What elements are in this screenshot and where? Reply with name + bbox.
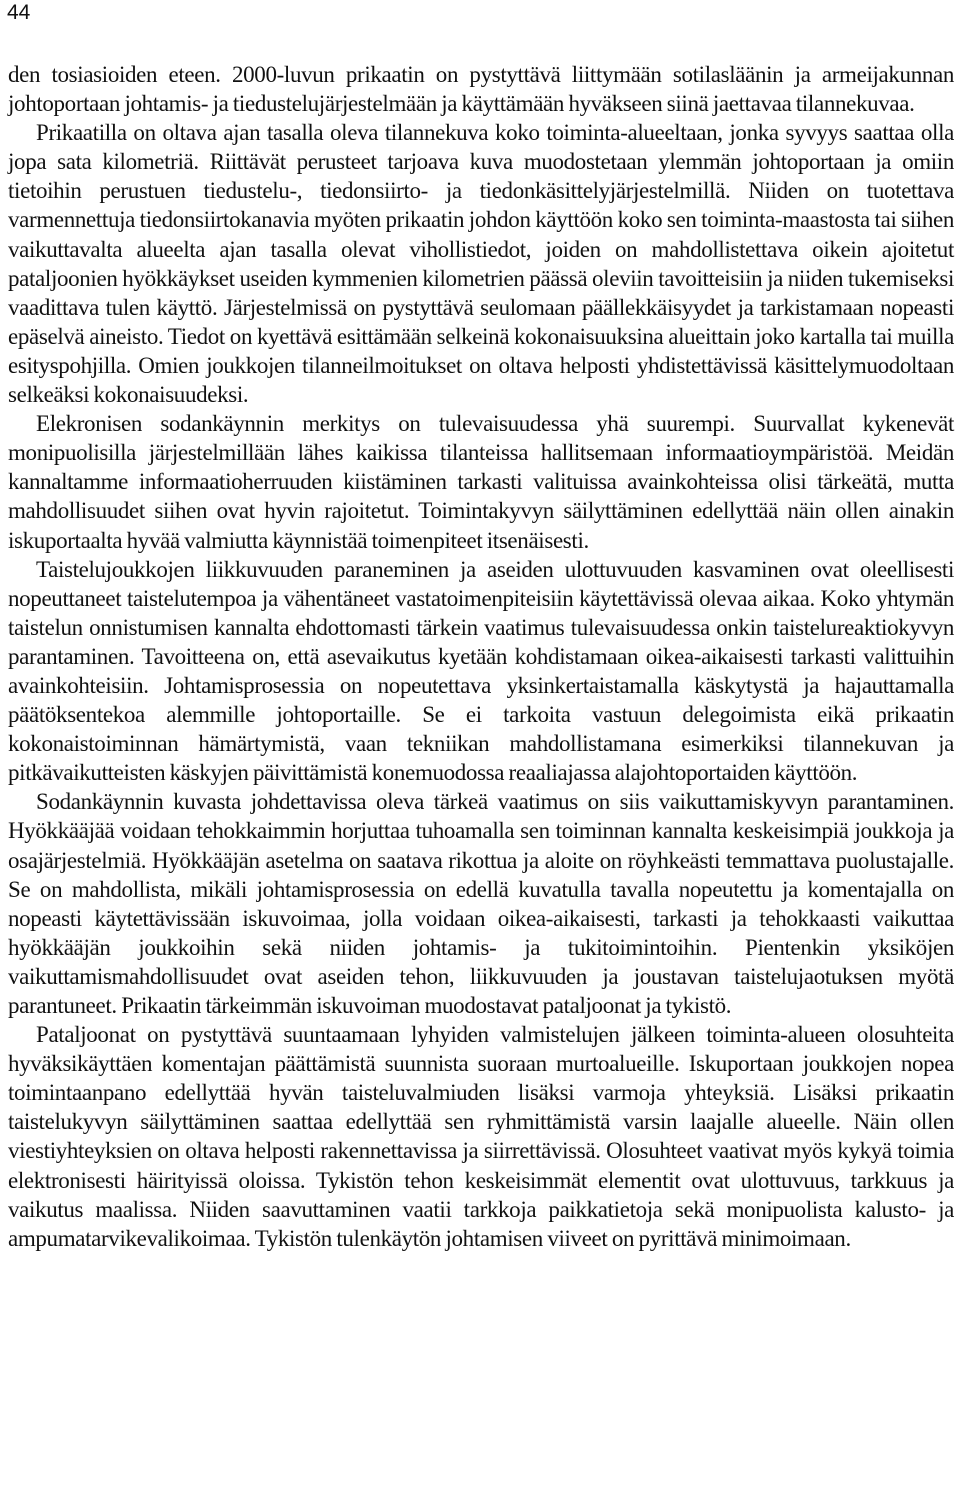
paragraph-5: Sodankäynnin kuvasta johdettavissa oleva tärkeä vaatimus on siis vaikuttamiskyvyn parantaminen. Hyökkääjää voidaan tehokkaimmin horjuttaa tuhoamalla sen toiminnan kannalta keskeisimpiä joukkoja ja osajärjestelmiä. Hyökkääjän asetelma on saatava rikottua ja aloite on röyhkeästi temmattava puolustajalle. Se on mahdollista, mikäli johtamisprosessia on edellä kuvatulla tavalla nopeutettu ja komentajalla on nopeasti käytettävissään iskuvoimaa, jolla voidaan oikea-aikaisesti, tarkasti ja tehokkaasti vaikuttaa hyökkääjän joukkoihin sekä niiden johtamis- ja tukitoimintoihin. Pientenkin yksiköjen vaikuttamismahdollisuudet ovat aseiden tehon, liikkuvuuden ja joustavan taistelujaotuksen myötä parantuneet. Prikaatin tärkeimmän iskuvoiman muodostavat pataljoonat ja tykistö. <box>8 789 954 1018</box>
paragraph-2: Prikaatilla on oltava ajan tasalla oleva tilannekuva koko toiminta-alueeltaan, jonka syvyys saattaa olla jopa sata kilometriä. Riittävät perusteet tarjoava kuva muodostetaan ylemmän johtoportaan ja omiin tietoihin perustuen tiedustelu-, tiedonsiirto- ja tiedonkäsittelyjärjestelmillä. Niiden on tuotettava varmennettuja tiedonsiirtokanavia myöten prikaatin johdon käyttöön koko sen toiminta-maastosta tai siihen vaikuttavalta alueelta ajan tasalla olevat vihollistiedot, joiden on mahdollistettava oikein ajoitetut pataljoonien hyökkäykset useiden kymmenien kilometrien päässä oleviin tavoitteisiin ja niiden tukemiseksi vaadittava tulen käyttö. Järjestelmissä on pystyttävä seulomaan päällekkäisyydet ja tarkistamaan nopeasti epäselvä aineisto. Tiedot on kyettävä esittämään selkeinä kokonaisuuksina alueittain joko kartalla tai muilla esityspohjilla. Omien joukkojen tilanneilmoitukset on oltava helposti yhdistettävissä käsittelymuodoltaan selkeäksi kokonaisuudeksi. <box>8 120 954 408</box>
page-number: 44 <box>7 1 31 24</box>
paragraph-4: Taistelujoukkojen liikkuvuuden paraneminen ja aseiden ulottuvuuden kasvaminen ovat oleellisesti nopeuttaneet taistelutempoa ja vähentäneet vastatoimenpiteisiin käytettävissä olevaa aikaa. Koko yhtymän taistelun onnistumisen kannalta ehdottomasti tärkein vaatimus tulevaisuudessa onkin taistelureaktiokyvyn parantaminen. Tavoitteena on, että asevaikutus kyetään kohdistamaan oikea-aikaisesti tarkasti valittuihin avainkohteisiin. Johtamisprosessia on nopeutettava yksinkertaistamalla käskytystä ja hajauttamalla päätöksentekoa alemmille johtoportaille. Se ei tarkoita vastuun delegoimista eikä prikaatin kokonaistoiminnan hämärtymistä, vaan tekniikan mahdollistamana esimerkiksi tilannekuvan ja pitkävaikutteisten käskyjen päivittämistä konemuodossa reaaliajassa alajohtoportaiden käyttöön. <box>8 556 954 786</box>
paragraph-6: Pataljoonat on pystyttävä suuntaamaan lyhyiden valmistelujen jälkeen toiminta-alueen olosuhteita hyväksikäyttäen komentajan päättämistä suunnista suoraan murtoalueille. Iskuportaan joukkojen nopea toimintaanpano edellyttää hyvän taisteluvalmiuden lisäksi varmoja yhteyksiä. Lisäksi prikaatin taistelukyvyn säilyttäminen saattaa edellyttää sen ryhmittämistä varsin laajalle alueelle. Näin ollen viestiyhteyksien on oltava helposti rakennettavissa ja siirrettävissä. Olosuhteet vaativat myös kykyä toimia elektronisesti häirityissä oloissa. Tykistön tehon keskeisimmät elementit ovat ulottuvuus, tarkkuus ja vaikutus maalissa. Niiden saavuttaminen vaatii tarkkoja paikkatietoja sekä monipuolista kalusto- ja ampumatarvikevalikoimaa. Tykistön tulenkäytön johtamisen viiveet on pyrittävä minimoimaan. <box>8 1022 954 1251</box>
paragraph-3: Elekronisen sodankäynnin merkitys on tulevaisuudessa yhä suurempi. Suurvallat kykenevät monipuolisilla järjestelmillään lähes kaikissa tilanteissa hallitsemaan informaatioympäristöä. Meidän kannaltamme informaatioherruuden kiistäminen tarkasti valituissa avainkohteissa olisi tärkeätä, mutta mahdollisuudet siihen ovat hyvin rajoitetut. Toimintakyvyn säilyttäminen edellyttää näin ollen ainakin iskuportaalta hyvää valmiutta käynnistää toimenpiteet itsenäisesti. <box>8 411 954 553</box>
paragraph-1: den tosiasioiden eteen. 2000-luvun prikaatin on pystyttävä liittymään sotilasläänin ja armeijakunnan johtoportaan johtamis- ja tiedustelujärjestelmään ja käyttämään hyväkseen siinä jaettavaa tilannekuvaa. <box>8 62 954 117</box>
body-text <box>8 60 954 1253</box>
